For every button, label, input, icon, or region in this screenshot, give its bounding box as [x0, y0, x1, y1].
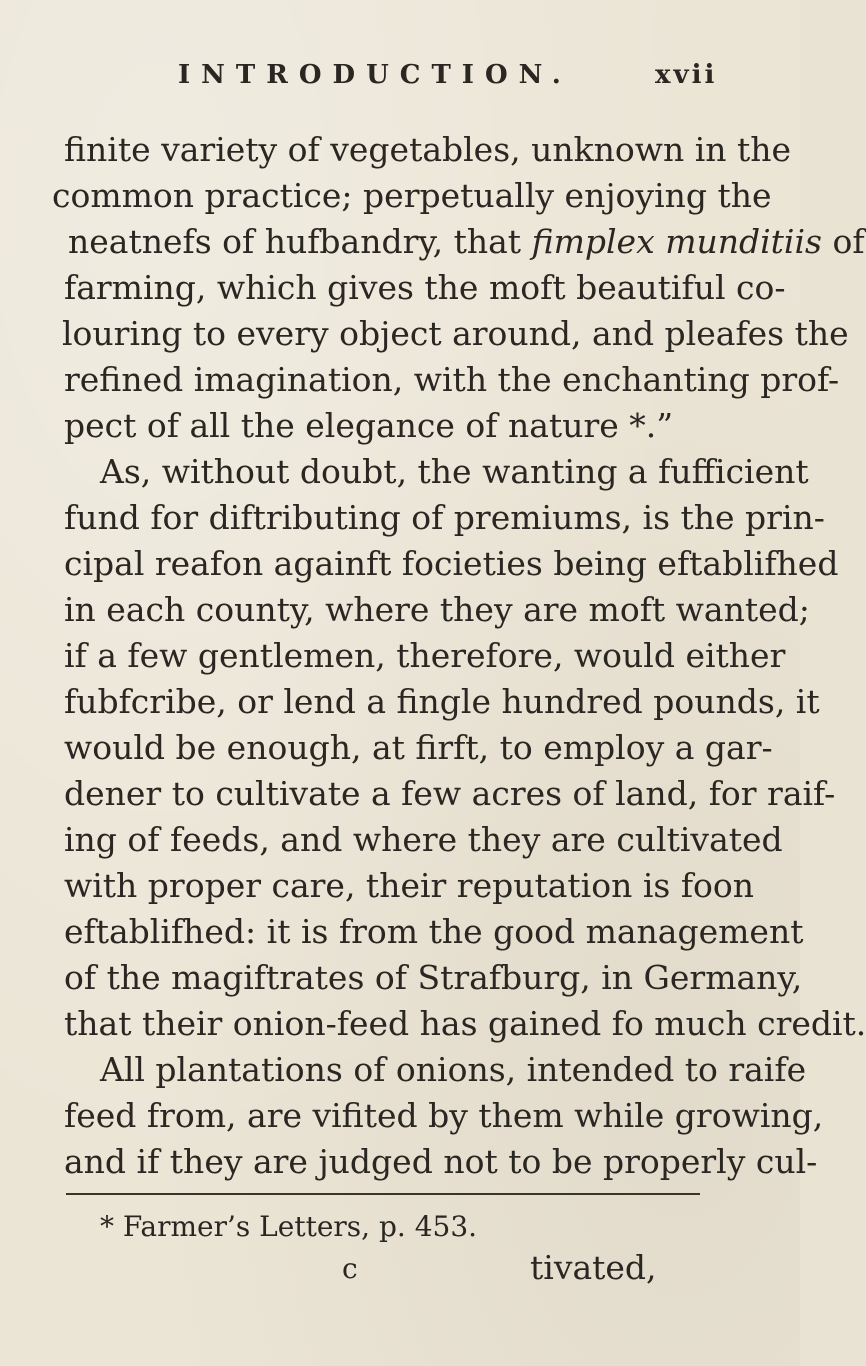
text-line: ing of feeds, and where they are cultivated [64, 820, 783, 859]
text-line: louring to every object around, and pleafes the [62, 314, 849, 353]
text-line: common practice; perpetually enjoying the [52, 176, 772, 215]
text-line: fubfcribe, or lend a fingle hundred pounds, it [64, 682, 820, 721]
text-line: fund for diftributing of premiums, is the prin- [64, 498, 825, 537]
signature-mark: c [342, 1252, 358, 1285]
text-line-with-italic [68, 222, 865, 262]
text-line: in each county, where they are moft wanted; [64, 590, 810, 629]
text-line: with proper care, their reputation is foon [64, 866, 755, 905]
page-header [0, 60, 800, 100]
text-line: feed from, are vifited by them while growing, [64, 1096, 824, 1135]
text-line: As, without doubt, the wanting a fufficient [100, 452, 809, 491]
catchword: tivated, [530, 1248, 657, 1287]
footnote-rule [66, 1193, 700, 1195]
line-part: of [821, 222, 865, 261]
italic-phrase: fimplex munditiis [531, 222, 822, 261]
page-number: xvii [655, 60, 718, 90]
text-line: farming, which gives the moft beautiful co- [64, 268, 786, 307]
text-line: All plantations of onions, intended to raife [100, 1050, 807, 1089]
text-line: dener to cultivate a few acres of land, for raif- [64, 774, 836, 813]
text-line: finite variety of vegetables, unknown in the [64, 130, 792, 169]
text-line: cipal reafon againft focieties being eftablifhed [64, 544, 839, 583]
text-line: eftablifhed: it is from the good management [64, 912, 804, 951]
text-line: that their onion-feed has gained fo much credit. [64, 1004, 866, 1043]
text-line: if a few gentlemen, therefore, would either [64, 636, 786, 675]
line-part: neatnefs of hufbandry, that [68, 222, 532, 261]
text-line: refined imagination, with the enchanting prof- [64, 360, 840, 399]
footnote: * Farmer’s Letters, p. 453. [100, 1210, 478, 1243]
text-line: of the magiftrates of Strafburg, in Germany, [64, 958, 803, 997]
text-line: would be enough, at firft, to employ a gar- [64, 728, 773, 767]
text-line: pect of all the elegance of nature *.” [64, 406, 674, 445]
running-title: INTRODUCTION. [178, 60, 572, 90]
text-line: and if they are judged not to be properly cul- [64, 1142, 818, 1181]
